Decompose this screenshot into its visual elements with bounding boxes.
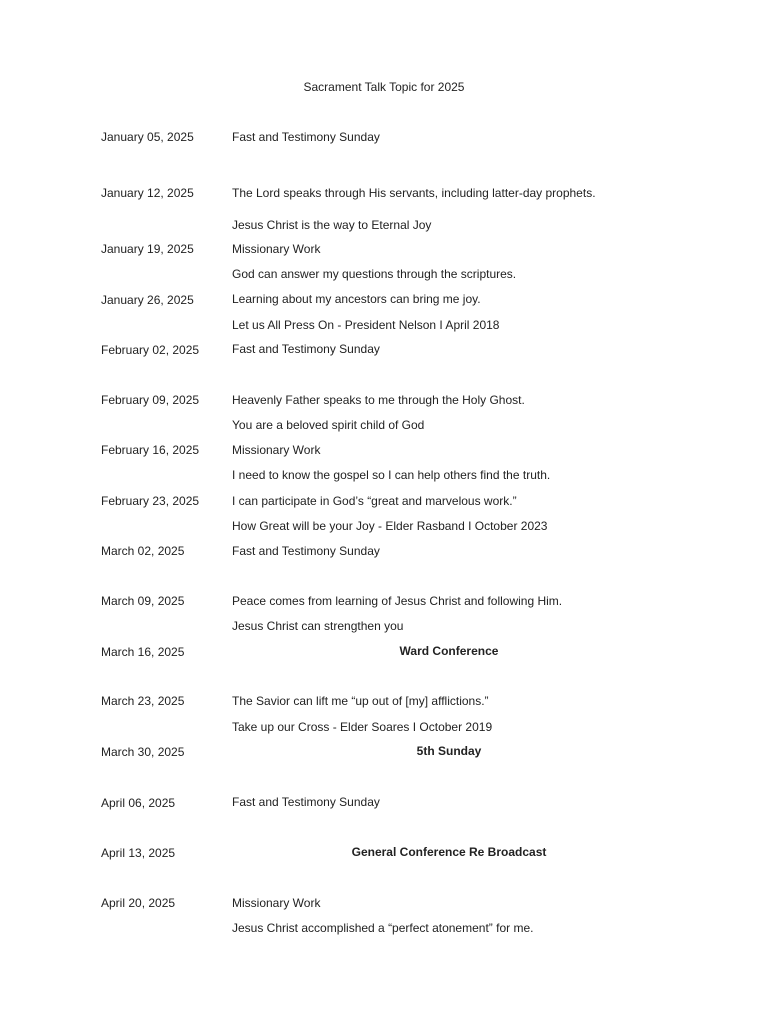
row-topic: Missionary Work xyxy=(232,896,321,910)
row-topic-bold: General Conference Re Broadcast xyxy=(351,845,547,859)
row-topic: Fast and Testimony Sunday xyxy=(232,130,380,144)
row-topic: Jesus Christ can strengthen you xyxy=(232,619,404,633)
row-date: February 16, 2025 xyxy=(101,443,200,457)
row-topic: You are a beloved spirit child of God xyxy=(232,418,425,432)
row-topic-bold: Ward Conference xyxy=(399,644,499,658)
row-date: January 26, 2025 xyxy=(101,293,194,307)
row-date: March 09, 2025 xyxy=(101,594,185,608)
row-topic: The Savior can lift me “up out of [my] afflictions.” xyxy=(232,694,489,708)
row-date: March 23, 2025 xyxy=(101,694,185,708)
row-date: April 20, 2025 xyxy=(101,896,176,910)
row-date: March 02, 2025 xyxy=(101,544,185,558)
row-date: March 30, 2025 xyxy=(101,745,185,759)
row-topic: The Lord speaks through His servants, including latter-day prophets. xyxy=(232,186,596,200)
row-date: January 19, 2025 xyxy=(101,242,194,256)
row-topic: Missionary Work xyxy=(232,443,321,457)
row-topic: Take up our Cross - Elder Soares I October 2019 xyxy=(232,720,493,734)
row-date: January 05, 2025 xyxy=(101,130,194,144)
row-topic: I can participate in God’s “great and marvelous work.” xyxy=(232,494,517,508)
row-date: April 06, 2025 xyxy=(101,796,176,810)
row-topic-bold: 5th Sunday xyxy=(416,744,482,758)
row-topic: Fast and Testimony Sunday xyxy=(232,795,380,809)
row-date: March 16, 2025 xyxy=(101,645,185,659)
row-topic: Heavenly Father speaks to me through the Holy Ghost. xyxy=(232,393,525,407)
row-date: April 13, 2025 xyxy=(101,846,176,860)
row-topic: I need to know the gospel so I can help others find the truth. xyxy=(232,468,551,482)
row-date: February 02, 2025 xyxy=(101,343,200,357)
row-date: January 12, 2025 xyxy=(101,186,194,200)
row-topic: How Great will be your Joy - Elder Rasband I October 2023 xyxy=(232,519,548,533)
row-topic: Fast and Testimony Sunday xyxy=(232,342,380,356)
row-topic: God can answer my questions through the scriptures. xyxy=(232,267,517,281)
row-topic: Let us All Press On - President Nelson I April 2018 xyxy=(232,318,500,332)
row-topic: Fast and Testimony Sunday xyxy=(232,544,380,558)
row-topic: Jesus Christ accomplished a “perfect atonement” for me. xyxy=(232,921,534,935)
page-title: Sacrament Talk Topic for 2025 xyxy=(303,80,465,94)
row-date: February 23, 2025 xyxy=(101,494,200,508)
row-topic: Learning about my ancestors can bring me joy. xyxy=(232,292,481,306)
row-topic: Missionary Work xyxy=(232,242,321,256)
row-topic: Peace comes from learning of Jesus Christ and following Him. xyxy=(232,594,563,608)
row-date: February 09, 2025 xyxy=(101,393,200,407)
row-topic: Jesus Christ is the way to Eternal Joy xyxy=(232,218,432,232)
